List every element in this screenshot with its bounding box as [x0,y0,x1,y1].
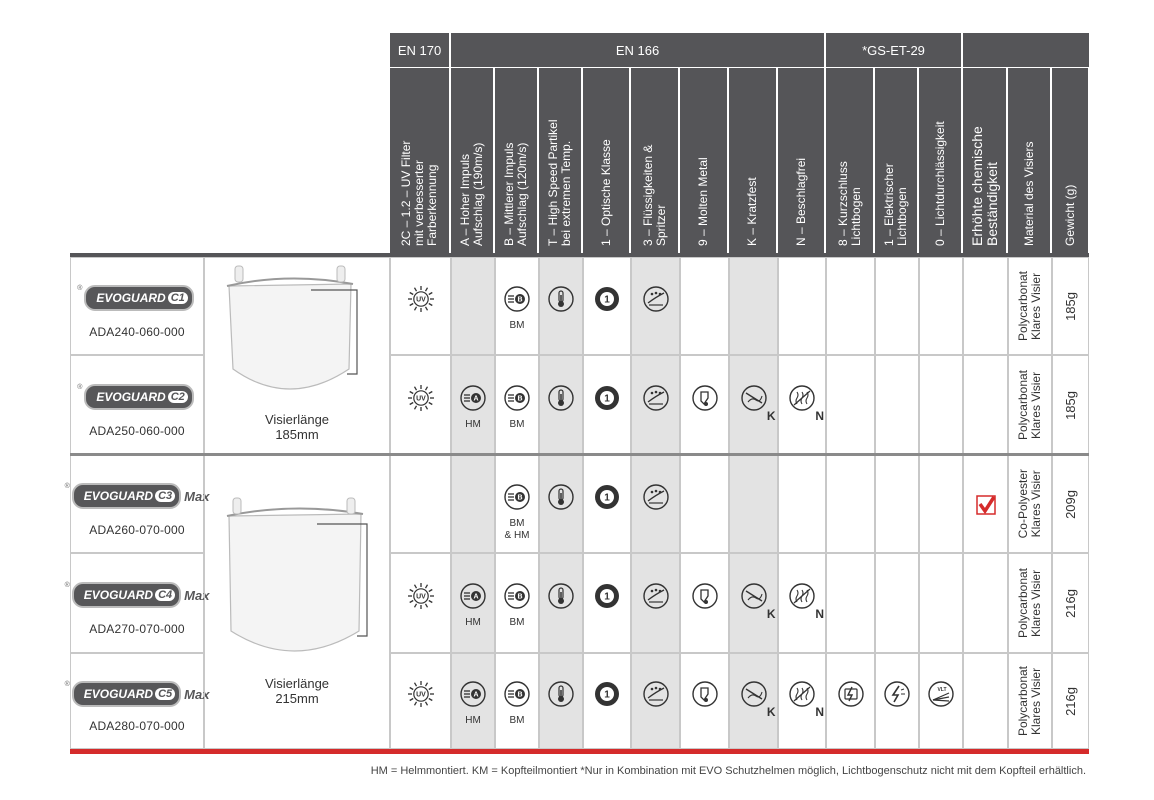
spec-cell [390,553,451,653]
spec-cell [390,257,451,355]
svg-text:UV: UV [415,691,426,699]
column-header-10 [826,68,874,253]
product-code: ADA250-060-000 [89,424,185,438]
thermometer-icon [547,582,575,615]
chemical-resistance-cell [963,653,1008,749]
weight-cell [1052,257,1089,355]
liquid-splash-icon [642,384,670,417]
mount-label: HM [465,617,481,628]
spec-cell [919,553,963,653]
logo-max: Max [184,587,210,603]
group-header-en166 [451,33,825,67]
svg-text:UV: UV [415,296,426,304]
column-header-13 [963,68,1007,253]
group-label: EN 166 [615,42,660,58]
column-header-label: Erhöhte chemische Beständigkeit [968,125,1000,246]
column-header-label: A – Hoher Impuls Aufschlag (190m/s) [458,142,485,246]
spec-cell [390,455,451,553]
logo-max: Max [184,488,210,504]
column-header-label: 1 – Optische Klasse [598,138,613,246]
impact-a-icon [459,384,487,417]
impact-a-icon [459,582,487,615]
spec-cell [778,355,826,455]
column-header-label: 2C – 1.2 – UV Filter mit verbesserter Farberkennung [399,140,439,246]
product-logo [64,681,210,707]
spec-cell [583,355,631,455]
column-header-2 [451,68,494,253]
header-blank-right [963,33,1089,67]
electric-arc-icon [883,680,911,713]
spec-cell [778,553,826,653]
column-header-8 [729,68,777,253]
spec-cell [583,455,631,553]
optical-class-1-icon [593,483,621,516]
spec-cell [631,653,680,749]
column-header-6 [631,68,679,253]
column-header-label: K – Kratzfest [745,176,759,246]
svg-text:A: A [473,691,479,699]
logo-brand: EVOGUARD [96,390,166,404]
column-header-label: N – Beschlagfrei [793,157,808,246]
spec-cell [680,355,729,455]
chemical-resistance-cell [963,257,1008,355]
spec-cell [451,653,495,749]
impact-b-icon [503,384,531,417]
spec-cell [451,553,495,653]
spec-cell [919,257,963,355]
product-code: ADA260-070-000 [89,523,185,537]
thermometer-icon [547,384,575,417]
uv-sun-icon [407,285,435,318]
uv-sun-icon [407,384,435,417]
weight-text: 216g [1063,686,1078,716]
spec-cell [451,257,495,355]
svg-text:1: 1 [604,689,610,701]
weight-cell [1052,553,1089,653]
svg-text:B: B [517,494,523,502]
chemical-check-icon [964,495,1007,515]
group-header-gs-et-29 [826,33,962,67]
product-cell [64,653,210,749]
chemical-resistance-cell [963,355,1008,455]
impact-b-icon [503,285,531,318]
material-text: Polycarbonat Klares Visier [1016,270,1043,342]
product-cell [70,355,204,455]
column-header-label: 0 – Lichtdurchlässigkeit [932,120,947,246]
group-label: *GS-ET-29 [862,42,925,58]
impact-b-icon [503,680,531,713]
column-header-label: 1 – Elektrischer Lichtbogen [882,162,909,246]
svg-text:B: B [517,296,523,304]
spec-cell [729,455,778,553]
spec-cell [680,455,729,553]
column-header-label: 8 – Kurzschluss Lichtbogen [835,160,863,246]
svg-text:UV: UV [415,395,426,403]
logo-brand: EVOGUARD [96,291,166,305]
chemical-resistance-cell [963,455,1008,553]
column-header-9 [778,68,825,253]
registered-mark-icon: ® [64,681,70,688]
molten-metal-icon [691,384,719,417]
liquid-splash-icon [642,483,670,516]
optical-class-1-icon [593,582,621,615]
registered-mark-icon: ® [64,582,70,589]
column-header-3 [495,68,538,253]
material-cell [1008,553,1052,653]
spec-cell [826,653,875,749]
product-cell [64,455,210,553]
spec-cell [729,553,778,653]
weight-text: 185g [1063,291,1078,321]
spec-cell [631,355,680,455]
spec-cell [729,653,778,749]
logo-model: C2 [168,391,188,403]
weight-cell [1052,653,1089,749]
spec-cell [539,653,583,749]
logo-model: C1 [168,292,188,304]
liquid-splash-icon [642,285,670,318]
visor-image [219,496,369,671]
svg-text:VLT: VLT [937,687,947,693]
impact-b-icon [503,582,531,615]
optical-class-1-icon [593,285,621,318]
spec-cell [495,257,539,355]
anti-fog-icon: N [788,680,816,713]
spec-cell [875,257,919,355]
product-code: ADA280-070-000 [89,719,185,733]
product-cell [64,553,210,653]
spec-cell [680,257,729,355]
optical-class-1-icon [593,680,621,713]
column-header-label: 9 – Molten Metal [696,156,710,246]
optical-class-1-icon [593,384,621,417]
svg-text:1: 1 [604,393,610,405]
spec-cell [390,653,451,749]
spec-cell [583,653,631,749]
spec-cell [495,653,539,749]
evoguard-logo [72,582,181,608]
evoguard-logo [84,384,193,410]
short-circuit-arc-icon [837,680,865,713]
column-header-15 [1052,68,1088,253]
column-header-label: 3 – Flüssigkeiten & Spritzer [640,144,668,246]
svg-text:1: 1 [604,294,610,306]
spec-cell [583,257,631,355]
material-text: Polycarbonat Klares Visier [1016,567,1043,639]
product-logo [71,384,203,410]
svg-text:1: 1 [604,591,610,603]
material-cell [1008,355,1052,455]
mount-label: BM [509,715,525,726]
spec-cell [778,257,826,355]
column-header-7 [680,68,728,253]
spec-cell [495,553,539,653]
material-cell [1008,653,1052,749]
column-header-12 [919,68,962,253]
product-logo [64,483,210,509]
column-header-4 [539,68,582,253]
column-header-label: Material des Visiers [1021,141,1036,246]
registered-mark-icon: ® [64,483,70,490]
mount-label: BM & HM [504,518,530,541]
footnote: HM = Helmmontiert. KM = Kopfteilmontiert *Nur in Kombination mit EVO Schutzhelmen möglich, Lichtbogenschutz nicht mit dem Kopfteil erhältlich. [370,765,1086,777]
product-code: ADA270-070-000 [89,622,185,636]
spec-cell [680,653,729,749]
material-text: Polycarbonat Klares Visier [1016,369,1043,441]
evoguard-logo [72,681,181,707]
thermometer-icon [547,483,575,516]
thermometer-icon [547,680,575,713]
spec-cell [826,355,875,455]
column-header-11 [875,68,918,253]
spec-cell [729,355,778,455]
chemical-resistance-cell [963,553,1008,653]
spec-cell [539,355,583,455]
weight-cell [1052,355,1089,455]
liquid-splash-icon [642,582,670,615]
spec-cell [778,455,826,553]
evoguard-logo [72,483,181,509]
anti-fog-icon: N [788,384,816,417]
weight-cell [1052,455,1089,553]
impact-b-icon [503,483,531,516]
spec-cell [631,455,680,553]
weight-text: 216g [1063,588,1078,618]
svg-text:B: B [517,593,523,601]
registered-mark-icon: ® [77,384,83,391]
spec-cell [826,553,875,653]
spec-cell [919,455,963,553]
visor-image-cell-215 [204,455,390,749]
visor-length-label: Visierlänge 215mm [264,676,330,706]
group-header-en170 [390,33,450,67]
spec-cell [919,653,963,749]
spec-cell [729,257,778,355]
visor-length-label: Visierlänge 185mm [264,412,330,442]
spec-cell [778,653,826,749]
mount-label: HM [465,419,481,430]
visor-image [219,264,359,409]
svg-text:1: 1 [604,492,610,504]
spec-cell [875,355,919,455]
liquid-splash-icon [642,680,670,713]
logo-brand: EVOGUARD [83,489,154,503]
logo-brand: EVOGUARD [83,588,154,602]
mount-label: BM [509,419,525,430]
spec-cell [583,553,631,653]
product-logo [71,285,203,311]
thermometer-icon [547,285,575,318]
spec-cell [539,553,583,653]
scratch-resistant-icon: K [740,384,768,417]
material-cell [1008,257,1052,355]
bottom-accent-bar [70,749,1089,754]
spec-cell [875,653,919,749]
evoguard-logo [84,285,193,311]
product-cell [70,257,204,355]
logo-model: C3 [155,490,175,502]
group-label: EN 170 [397,42,442,58]
spec-cell [826,455,875,553]
scratch-resistant-icon: K [740,582,768,615]
material-text: Polycarbonat Klares Visier [1016,665,1043,737]
spec-cell [495,455,539,553]
uv-sun-icon [407,680,435,713]
svg-text:B: B [517,395,523,403]
spec-cell [451,455,495,553]
molten-metal-icon [691,680,719,713]
logo-max: Max [184,686,210,702]
column-header-1 [390,68,450,253]
mount-label: BM [509,320,525,331]
spec-cell [875,553,919,653]
column-header-14 [1008,68,1051,253]
column-header-label: T – High Speed Partikel bei extremen Temp. [546,118,573,246]
spec-cell [390,355,451,455]
mount-label: BM [509,617,525,628]
weight-text: 185g [1063,390,1078,420]
spec-cell [631,553,680,653]
spec-cell [680,553,729,653]
svg-text:A: A [473,593,479,601]
spec-cell [875,455,919,553]
anti-fog-icon: N [788,582,816,615]
scratch-resistant-icon: K [740,680,768,713]
visor-image-cell-185 [204,257,390,455]
product-code: ADA240-060-000 [89,325,185,339]
column-header-5 [583,68,630,253]
column-header-label: B – Mittlerer Impuls Aufschlag (120m/s) [502,142,529,246]
molten-metal-icon [691,582,719,615]
spec-cell [539,455,583,553]
svg-text:UV: UV [415,593,426,601]
logo-brand: EVOGUARD [83,687,154,701]
material-cell [1008,455,1052,553]
mount-label: HM [465,715,481,726]
logo-model: C4 [155,589,175,601]
uv-sun-icon [407,582,435,615]
spec-cell [451,355,495,455]
svg-text:B: B [517,691,523,699]
group-separator [70,453,1089,456]
svg-text:A: A [473,395,479,403]
material-text: Co-Polyester Klares Visier [1016,469,1043,539]
spec-cell [826,257,875,355]
column-header-label: Gewicht (g) [1062,184,1077,246]
logo-model: C5 [155,688,175,700]
spec-cell [539,257,583,355]
registered-mark-icon: ® [77,285,83,292]
impact-a-icon [459,680,487,713]
light-transmission-icon [927,680,955,713]
weight-text: 209g [1063,489,1078,519]
spec-cell [919,355,963,455]
spec-cell [631,257,680,355]
spec-cell [495,355,539,455]
product-logo [64,582,210,608]
